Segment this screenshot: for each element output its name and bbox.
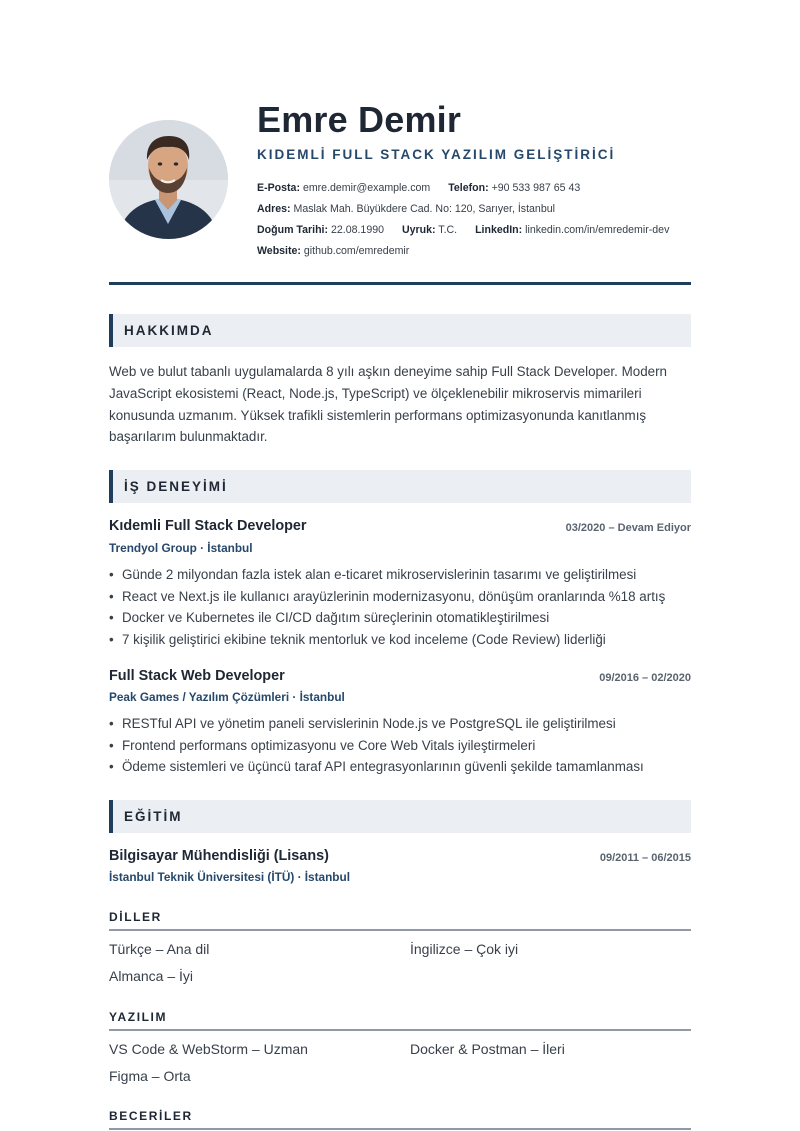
language-item: Almanca – İyi bbox=[109, 968, 194, 984]
contact-row-2 bbox=[257, 199, 697, 220]
school-name: İstanbul Teknik Üniversitesi (İTÜ) · İstanbul bbox=[109, 870, 351, 884]
software-item: Figma – Orta bbox=[109, 1068, 191, 1084]
section-accent-bar bbox=[109, 470, 113, 503]
language-item: İngilizce – Çok iyi bbox=[410, 941, 519, 957]
list-item: • Günde 2 milyondan fazla istek alan e-ticaret mikroservislerinin tasarımı ve geliştirilmesi bbox=[109, 564, 691, 586]
job-date: 03/2020 – Devam Ediyor bbox=[565, 522, 691, 534]
job-company: Peak Games / Yazılım Çözümleri · İstanbul bbox=[109, 690, 345, 704]
software-item: Docker & Postman – İleri bbox=[410, 1041, 565, 1057]
software-title: YAZILIM bbox=[109, 1010, 168, 1024]
email-value[interactable]: emre.demir@example.com bbox=[302, 182, 431, 194]
job-bullets bbox=[109, 564, 691, 651]
profile-photo bbox=[109, 120, 228, 239]
languages-divider bbox=[109, 929, 691, 931]
header-divider bbox=[109, 282, 691, 285]
section-header-about bbox=[109, 314, 691, 347]
section-header-experience bbox=[109, 470, 691, 503]
about-text: Web ve bulut tabanlı uygulamalarda 8 yılı aşkın deneyime sahip Full Stack Developer. Modern JavaScript ekosistemi (React, Node.js, TypeScript) ve ölçeklenebilir mikroservis mimarileri konusunda uzmanım. Yüksek trafikli sistemlerin performans optimizasyonunda kanıtlanmış başarılarım bulunmaktadır. bbox=[109, 364, 667, 445]
list-item: • Frontend performans optimizasyonu ve Core Web Vitals iyileştirmeleri bbox=[109, 735, 691, 757]
job-title: Kıdemli Full Stack Developer bbox=[109, 518, 307, 534]
contact-row-4 bbox=[257, 241, 697, 262]
address-label: Adres: bbox=[257, 203, 291, 215]
list-item: • Ödeme sistemleri ve üçüncü taraf API entegrasyonlarının güvenli şekilde tamamlanması bbox=[109, 756, 691, 778]
languages-title: DİLLER bbox=[109, 910, 162, 924]
nationality-label: Uyruk: bbox=[401, 224, 436, 236]
section-header-education bbox=[109, 800, 691, 833]
job-title: Full Stack Web Developer bbox=[109, 668, 285, 684]
phone-label: Telefon: bbox=[448, 182, 489, 194]
degree-title: Bilgisayar Mühendisliği (Lisans) bbox=[109, 848, 329, 864]
list-item: • RESTful API ve yönetim paneli servislerinin Node.js ve PostgreSQL ile geliştirilmesi bbox=[109, 713, 691, 735]
nationality-value: T.C. bbox=[438, 224, 458, 236]
person-name: Emre Demir bbox=[257, 99, 462, 140]
job-company: Trendyol Group · İstanbul bbox=[109, 541, 253, 555]
header-block bbox=[257, 98, 697, 262]
address-value: Maslak Mah. Büyükdere Cad. No: 120, Sarıyer, İstanbul bbox=[293, 203, 555, 215]
software-item: VS Code & WebStorm – Uzman bbox=[109, 1041, 308, 1057]
skills-divider bbox=[109, 1128, 691, 1130]
birth-label: Doğum Tarihi: bbox=[257, 224, 329, 236]
language-item: Türkçe – Ana dil bbox=[109, 941, 210, 957]
section-title: İŞ DENEYİMİ bbox=[124, 479, 228, 494]
section-title: HAKKIMDA bbox=[124, 323, 214, 338]
job-role: KIDEMLİ FULL STACK YAZILIM GELİŞTİRİCİ bbox=[257, 147, 616, 162]
birth-value: 22.08.1990 bbox=[330, 224, 384, 236]
section-accent-bar bbox=[109, 314, 113, 347]
list-item: • Docker ve Kubernetes ile CI/CD dağıtım süreçlerinin otomatikleştirilmesi bbox=[109, 607, 691, 629]
linkedin-label: LinkedIn: bbox=[475, 224, 523, 236]
job-bullets bbox=[109, 713, 691, 778]
email-label: E-Posta: bbox=[257, 182, 300, 194]
education-date: 09/2011 – 06/2015 bbox=[599, 852, 691, 864]
list-item: • 7 kişilik geliştirici ekibine teknik mentorluk ve kod inceleme (Code Review) liderliği bbox=[109, 629, 691, 651]
avatar bbox=[109, 120, 228, 239]
section-accent-bar bbox=[109, 800, 113, 833]
skills-title: BECERİLER bbox=[109, 1109, 193, 1123]
software-divider bbox=[109, 1029, 691, 1031]
section-title: EĞİTİM bbox=[124, 809, 183, 824]
list-item: • React ve Next.js ile kullanıcı arayüzlerinin modernizasyonu, dönüşüm oranlarında %18 artış bbox=[109, 586, 691, 608]
website-label: Website: bbox=[257, 245, 301, 257]
resume-page bbox=[109, 0, 691, 1131]
linkedin-link[interactable]: linkedin.com/in/emredemir-dev bbox=[525, 224, 670, 236]
phone-value[interactable]: +90 533 987 65 43 bbox=[491, 182, 581, 194]
contact-row-3 bbox=[257, 220, 697, 241]
job-date: 09/2016 – 02/2020 bbox=[599, 672, 691, 684]
website-link[interactable]: github.com/emredemir bbox=[303, 245, 410, 257]
contact-info bbox=[257, 178, 697, 262]
contact-row-1 bbox=[257, 178, 697, 199]
